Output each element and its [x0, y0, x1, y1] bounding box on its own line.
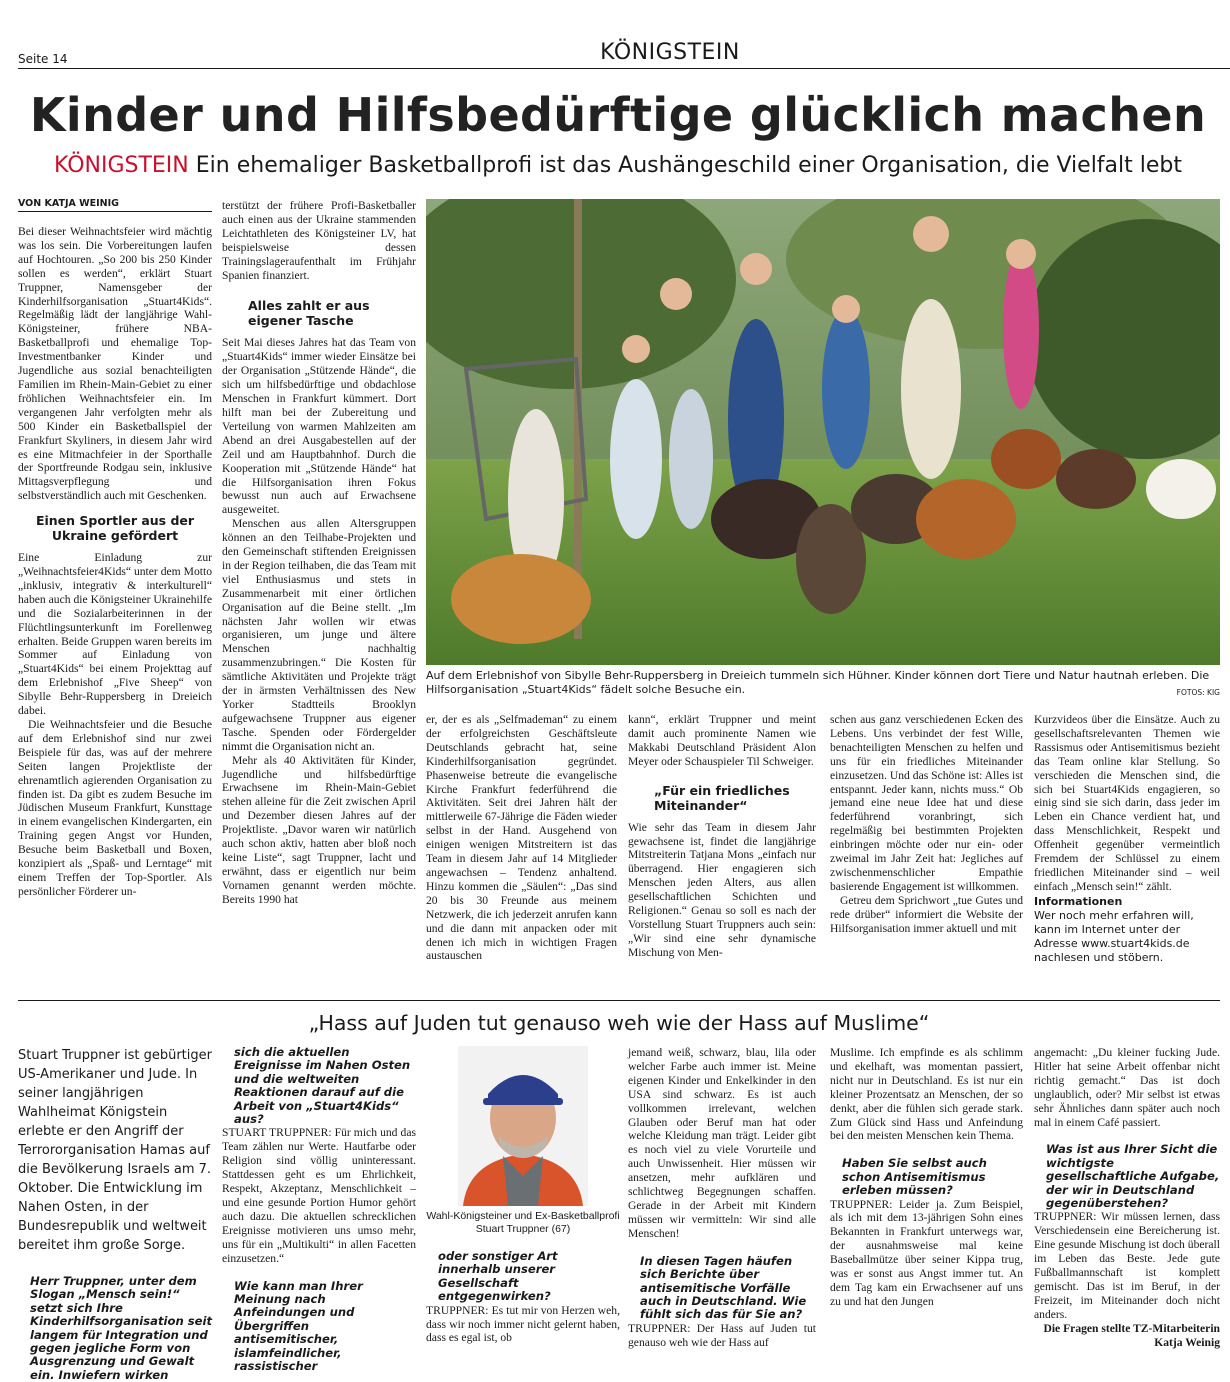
page-number: Seite 14 — [18, 52, 68, 66]
interview-answer: TRUPPNER: Wir müssen lernen, dass Verschiedensein eine Bereicherung ist. Eine gesunde Mischung ist doch überall im Leben das Beste. Jede gute Fußballmannschaft ist komplett gemischt. Das ist im Beruf, in der Freizeit, im Miteinander doch nicht anders. — [1034, 1210, 1220, 1321]
interview-question: Wie kann man Ihrer Meinung nach Anfeindungen und Übergriffen antisemitischer, islamfeindlicher, rassistischer — [234, 1278, 363, 1373]
byline: VON KATJA WEINIG — [18, 198, 119, 209]
header-rule — [18, 68, 1230, 69]
farm-scene-photo — [426, 199, 1220, 665]
subheading: „Für ein friedliches Miteinander“ — [654, 782, 790, 813]
interview-intro: Stuart Truppner ist gebürtiger US-Amerikaner und Jude. In seiner langjährigen Wahlheimat Königstein erlebte er den Angriff der Terrororganisation Hamas auf die Bevölkerung Israels am 7. Oktober. Die Entwicklung im Nahen Osten, in der Bundesrepublik und weltweit bereitet ihm große Sorge. — [18, 1048, 212, 1253]
paragraph: Menschen aus allen Altersgruppen können an den Teilhabe-Projekten und den Gemeinschaft stiftenden Ereignissen in der Region teilhaben, die das Team mit viel Enthusiasmus und stets in Zusammenarbeit mit einer örtlichen Organisation auf die Beine stellt. „Im nächsten Jahr wollen wir etwas organisieren, um junge und ältere Menschen nachhaltig zusammenzubringen.“ Die Kosten für sämtliche Aktivitäten und Projekte trägt der in ärmsten Verhältnissen des New Yorker Stadtteils Brooklyn aufgewachsene Truppner aus eigener Tasche. Spenden oder Fördergelder nimmt die Organisation nicht an. — [222, 517, 416, 753]
subhead-place: KÖNIGSTEIN — [53, 153, 189, 178]
paragraph: terstützt der frühere Profi-Basketballer auch einen aus der Ukraine stammenden Leichtathleten des Königsteiner LV, hat beispielsweise dessen Trainingslageraufenthalt im Frühjahr Spanien finanziert. — [222, 199, 416, 282]
interview-answer: Muslime. Ich empfinde es als schlimm und ekelhaft, was momentan passiert, nicht nur in Deutschland. Es ist nur ein kleiner Prozentsatz an Menschen, der so denkt, aber die fühlen sich gerade stark. Zum Glück sind Hass und Anfeindung bei den meisten Menschen kein Thema. — [830, 1046, 1023, 1143]
paragraph: kann“, erklärt Truppner und meint damit auch prominente Namen wie Makkabi Deutschland Präsident Alon Meyer oder Schauspieler Til Schweiger. — [628, 713, 816, 768]
article-column-3 — [426, 713, 617, 963]
article-photo — [426, 199, 1220, 665]
interview-answer: jemand weiß, schwarz, blau, lila oder welcher Farbe auch immer ist. Meine eigenen Kinder und Enkelkinder in den USA sind schwarz. Es ist auch vollkommen irrelevant, welchen Glauben oder Beruf man hat oder welche Kleidung man trägt. Leider gibt es noch viel zu viele Vorurteile und auch Unwissenheit. Hier müssen wir ansetzen, mehr aufklären und schlichtweg Begegnungen schaffen. Gerade in der Arbeit mit Kindern müssen wir vermitteln: Wir sind alle Menschen! — [628, 1046, 816, 1240]
section-title: KÖNIGSTEIN — [600, 40, 740, 65]
subhead-text: Ein ehemaliger Basketballprofi ist das Aushängeschild einer Organisation, die Vielfalt lebt — [195, 153, 1183, 178]
interview-title: „Hass auf Juden tut genauso weh wie der Hass auf Muslime“ — [308, 1011, 930, 1035]
paragraph: Bei dieser Weihnachtsfeier wird mächtig was los sein. Die Vorbereitungen laufen auf Hochtouren. „So 200 bis 250 Kinder sollen es werden“, erklärt Stuart Truppner, Namensgeber der Kinderhilfsorganisation „Stuart4Kids“. Regelmäßig lädt der langjährige Wahl-Königsteiner, frühere NBA-Basketballprofi und ehemalige Top-Investmentbanker Kinder und Jugendliche aus sozial benachteiligten Familien im Rhein-Main-Gebiet zu einer fröhlichen Weihnachtsfeier ein. Im vergangenen Jahr verfolgten mehr als 500 Kinder ein Basketballspiel der Frankfurt Skyliners, in diesem Jahr wird es eine Mitmachfeier in der Sporthalle der Sportfreunde Rodgau sein, inklusive Mittagsverpflegung und selbstverständlich auch mit Geschenken. — [18, 225, 212, 503]
interview-column-5 — [830, 1046, 1023, 1309]
paragraph: Wie sehr das Team in diesem Jahr gewachsene ist, findet die langjährige Mitstreiterin Tatjana Mons „einfach nur überragend. Hier engagieren sich Menschen jeden Alters, aus allen gesellschaftlichen Schichten und Religionen.“ Genau so soll es nach der Vorstellung Stuart Truppners auch sein: „Wir sind eine sehr dynamische Mischung von Men- — [628, 820, 816, 959]
interview-column-2 — [222, 1046, 416, 1373]
paragraph: Seit Mai dieses Jahres hat das Team von „Stuart4Kids“ immer wieder Einsätze bei der Organisation „Stützende Hände“, die sich um hilfsbedürftige und obdachlose Menschen in Frankfurt kümmert. Dort hilft man bei der Zubereitung und Verteilung von warmen Mahlzeiten am Abend an drei Ausgabestellen auf der Zeil und am Hauptbahnhof. Durch die Kooperation mit „Stützende Hände“ hat die Hilfsorganisation ihren Fokus bewusst nun auch auf Erwachsene ausgeweitet. — [222, 336, 416, 517]
article-column-4 — [628, 713, 816, 960]
interview-column-6 — [1034, 1046, 1220, 1350]
paragraph: Getreu dem Sprichwort „tue Gutes und rede drüber“ informiert die Website der Hilfsorganisation immer aktuell und mit — [830, 893, 1023, 935]
photo-caption — [426, 669, 1220, 697]
byline-rule — [18, 211, 212, 212]
info-text: Wer noch mehr erfahren will, kann im Internet unter der Adresse www.stuart4kids.de nachlesen und stöbern. — [1034, 908, 1194, 964]
subheading: Einen Sportler aus der Ukraine gefördert — [35, 513, 195, 544]
paragraph: Mehr als 40 Aktivitäten für Kinder, Jugendliche und hilfsbedürftige Erwachsene im Rhein-Main-Gebiet stehen alleine für die Zeit zwischen April und Dezember diesen Jahres auf der Projektliste. „Davor waren wir natürlich auch schon aktiv, hatten aber bloß noch keine Liste“, sagt Truppner, lacht und erwähnt, dass er eigentlich nur beim Vornamen genannt werden möchte. Bereits 1990 hat — [222, 753, 416, 906]
paragraph: Eine Einladung zur „Weihnachtsfeier4Kids“ unter dem Motto „inklusiv, integrativ & interkulturell“ haben auch die Königsteiner Ukrainehilfe und die Sozialarbeiterinnen in der Flüchtlingsunterkunft im Forellenweg erhalten. Beide Gruppen waren bereits im Sommer auf Einladung von „Stuart4Kids“ bei einem Projekttag auf dem Erlebnishof „Five Sheep“ von Sibylle Behr-Ruppersberg in Dreieich dabei. — [18, 551, 212, 718]
interview-answer: TRUPPNER: Es tut mir von Herzen weh, dass wir noch immer nicht gelernt haben, dass es egal ist, ob — [426, 1303, 620, 1345]
interview-question: Haben Sie selbst auch schon Antisemitismus erleben müssen? — [842, 1156, 987, 1198]
interview-column-4 — [628, 1046, 816, 1350]
interview-rule — [18, 1000, 1220, 1001]
interview-question: sich die aktuellen Ereignisse im Nahen Osten und die weltweiten Reaktionen darauf auf die Arbeit von „Stuart4Kids“ aus? — [234, 1045, 411, 1127]
article-column-5 — [830, 713, 1023, 936]
headline: Kinder und Hilfsbedürftige glücklich machen — [29, 88, 1207, 142]
article-column-6 — [1034, 713, 1220, 965]
paragraph: er, der es als „Selfmademan“ zu einem der erfolgreichsten Geschäftsleute Deutschlands gebracht hat, seine Kinderhilfsorganisation gegründet. Phasenweise betreute die evangelische Kirche Frankfurt federführend die Aktivitäten. Seit drei Jahren hält der mittlerweile 67-Jährige die Fäden wieder selbst in der Hand. Ausgehend von einigen wenigen Mitstreitern ist das Team in diesem Jahr auf 14 Mitglieder angewachsen – Tendenz anhaltend. Hinzu kommen die „Säulen“: „Das sind 20 bis 30 Freunde aus meinem Netzwerk, die ich jederzeit anrufen kann und die dann mit anpacken oder mit denen ich mich in wichtigen Fragen austauschen — [426, 713, 617, 963]
portrait-caption: Wahl-Königsteiner und Ex-Basketballprofi Stuart Truppner (67) — [426, 1210, 620, 1235]
info-title: Informationen — [1034, 894, 1123, 908]
interview-question: Herr Truppner, unter dem Slogan „Mensch sein!“ setzt sich Ihre Kinderhilfsorganisation seit langem für Integration und gegen jegliche Form von Ausgrenzung und Gewalt ein. Inwiefern wirken — [30, 1274, 213, 1382]
article-column-2 — [222, 199, 416, 907]
interview-answer: STUART TRUPPNER: Für mich und das Team zählen nur Werte. Hautfarbe oder Religion sind völlig uninteressant. Stattdessen geht es um Ehrlichkeit, Respekt, Akzeptanz, Menschlichkeit – und eine gesunde Portion Humor gehört auch dazu. Die aktuellen schrecklichen Ereignisse motivieren uns umso mehr, uns für ein „Multikulti“ in allen Facetten einzusetzen.“ — [222, 1126, 416, 1265]
portrait-photo — [458, 1046, 588, 1206]
interview-question: Was ist aus Ihrer Sicht die wichtigste gesellschaftliche Aufgabe, der wir in Deutschland gegenüberstehen? — [1046, 1142, 1220, 1211]
interview-signoff: Die Fragen stellte TZ-Mitarbeiterin Katja Weinig — [1043, 1321, 1220, 1349]
caption-text: Auf dem Erlebnishof von Sibylle Behr-Ruppersberg in Dreieich tummeln sich Hühner. Kinder können dort Tiere und Natur hautnah erleben. Die Hilfsorganisation „Stuart4Kids“ fädelt solche Besuche ein. — [426, 669, 1210, 696]
paragraph: Kurzvideos über die Einsätze. Auch zu gesellschaftsrelevanten Themen wie Rassismus oder Antisemitismus bezieht das Team online klar Stellung. So verschieden die Menschen sind, die sich bei Stuart4Kids engagieren, so einig sind sie sich darin, dass jeder im Leben ein Chance verdient hat, und dass Menschlichkeit, Respekt und Offenheit gegenüber vermeintlich Fremdem der Schlüssel zu einem friedlichen Miteinander sind – weil einfach „Mensch sein!“ zählt. — [1034, 713, 1220, 893]
interview-question: In diesen Tagen häufen sich Berichte über antisemitische Vorfälle auch in Deutschland. Wie fühlt sich das für Sie an? — [640, 1253, 807, 1322]
interview-answer: angemacht: „Du kleiner fucking Jude. Hitler hat seine Arbeit offenbar nicht richtig gemacht.“ Das ist doch unglaublich, oder? Mir selbst ist etwas sehr Ähnliches dann später auch noch mal in einem Café passiert. — [1034, 1046, 1220, 1129]
subheading: Alles zahlt er aus eigener Tasche — [248, 298, 370, 329]
interview-answer: TRUPPNER: Leider ja. Zum Beispiel, als ich mit dem 13-jährigen Sohn eines Bekannten in Frankfurt unterwegs war, der ausnahmsweise mal keine Baseballmütze über seiner Kippa trug, was er sonst aus Angst immer tut. An dem Tag kam ein Erwachsener auf uns zu und hat den Jungen — [830, 1197, 1023, 1308]
paragraph: schen aus ganz verschiedenen Ecken des Lebens. Uns verbindet der fest Wille, benachteiligten Menschen zu helfen und uns für ein friedliches Miteinander einzusetzen. Und das Schöne ist: Alles ist entspannt. Jeder kann, nichts muss.“ Ob jemand eine neue Idee hat und diese federführend voranbringt, sich regelmäßig bei bestimmten Projekten einbringen möchte oder nur ein- oder zweimal im Jahr Zeit hat: Jegliches auf zwischenmenschlicher Empathie basierende Engagement ist willkommen. — [830, 713, 1023, 893]
paragraph: Die Weihnachtsfeier und die Besuche auf dem Erlebnishof sind nur zwei Beispiele für das, was auf der mehrere Seiten langen Projektliste der ehrenamtlich agierenden Organisation zu finden ist. Da gibt es zudem Besuche im Jüdischen Museum Frankfurt, Kunsttage in einem evangelischen Kindergarten, ein Training gegen Angst vor Hunden, Besuche beim Basketball und Boxen, konzipiert als „Spaß- und Lerntage“ mit einem Treffen der Top-Sportler. Als persönlicher Förderer un- — [18, 718, 212, 898]
portrait-image — [458, 1046, 588, 1206]
interview-answer: TRUPPNER: Der Hass auf Juden tut genauso weh wie der Hass auf — [628, 1321, 816, 1349]
article-column-1 — [18, 225, 212, 899]
interview-column-3 — [426, 1046, 620, 1345]
photo-credit: FOTOS: KIG — [1176, 688, 1220, 697]
subheadline — [18, 153, 1218, 178]
interview-column-1 — [18, 1046, 214, 1382]
interview-question: oder sonstiger Art innerhalb unserer Gesellschaft entgegenwirken? — [438, 1249, 558, 1304]
